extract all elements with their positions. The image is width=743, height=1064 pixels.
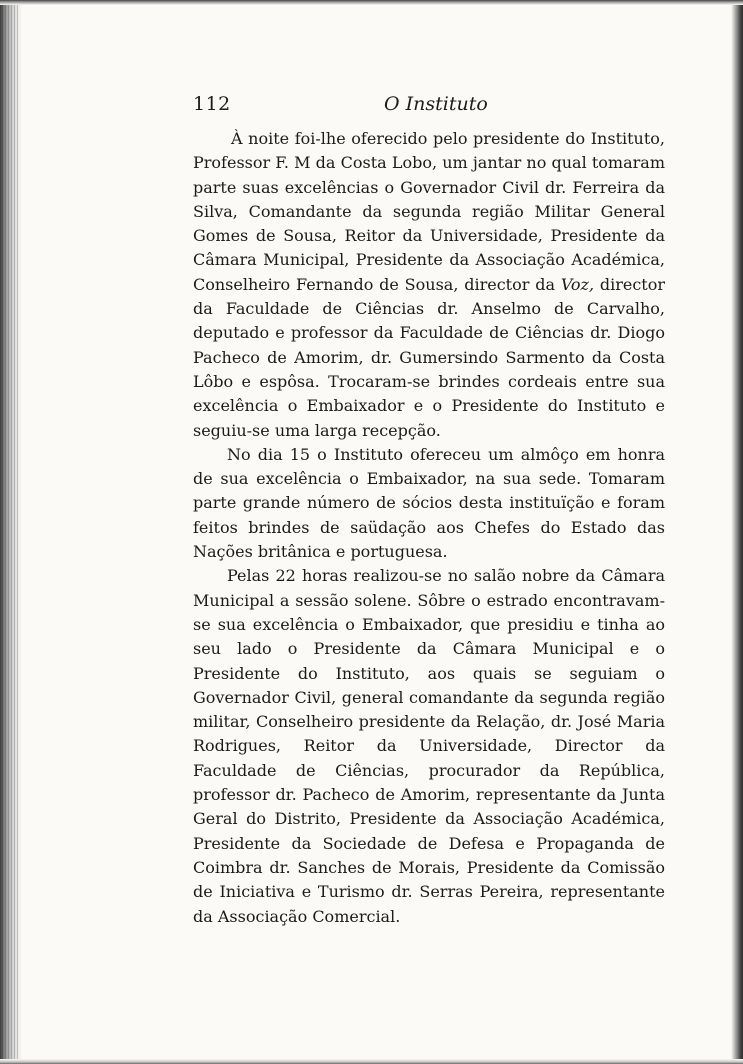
page-number: 112	[193, 93, 231, 115]
paragraph-dinner-text-after: director da Faculdade de Ciências dr. Anselmo de Carvalho, deputado e professor da Faculdade de Ciências dr. Diogo Pacheco de Amorim, dr. Gumersindo Sarmento da Costa Lôbo e espôsa. Trocaram-se brindes cordeais entre sua excelência o Embaixador e o Presidente do Instituto e seguiu-se uma larga recepção.	[193, 274, 666, 440]
bottom-edge-shadow	[0, 1059, 743, 1064]
running-head: O Instituto	[384, 93, 488, 115]
page-header	[193, 93, 665, 117]
paragraph-dinner-text-before: À noite foi-lhe oferecido pelo presidente do Instituto, Professor F. M da Costa Lobo, um jantar no qual tomaram parte suas excelências o Governador Civil dr. Ferreira da Silva, Comandante da segunda região Militar General Gomes de Sousa, Reitor da Universidade, Presidente da Câmara Municipal, Presidente da Associação Académica, Conselheiro Fernando de Sousa, director da	[193, 129, 665, 294]
page-stack-lines	[2, 0, 18, 1064]
right-edge-shadow	[731, 0, 743, 1064]
paragraph-session: Pelas 22 horas realizou-se no salão nobre da Câmara Municipal a sessão solene. Sôbre o estrado encontravam-se sua excelência o Embaixador, que presidiu e tinha ao seu lado o Presidente da Câmara Municipal e o Presidente do Instituto, aos quais se seguiam o Governador Civil, general comandante da segunda região militar, Conselheiro presidente da Relação, dr. José Maria Rodrigues, Reitor da Universidade, Director da Faculdade de Ciências, procurador da República, professor dr. Pacheco de Amorim, representante da Junta Geral do Distrito, Presidente da Associação Académica, Presidente da Sociedade de Defesa e Propaganda de Coimbra dr. Sanches de Morais, Presidente da Comissão de Iniciativa e Turismo dr. Serras Pereira, representante da Associação Comercial.	[193, 566, 665, 926]
body-text	[193, 127, 665, 929]
newspaper-title: Voz,	[560, 274, 595, 294]
paragraph-dinner	[193, 127, 665, 443]
top-edge-shadow	[0, 0, 743, 5]
paragraph-lunch: No dia 15 o Instituto ofereceu um almôço em honra de sua excelência o Embaixador, na sua sede. Tomaram parte grande número de sócios desta instituïção e foram feitos brindes de saüdação aos Chefes do Estado das Nações britânica e portuguesa.	[193, 444, 665, 562]
